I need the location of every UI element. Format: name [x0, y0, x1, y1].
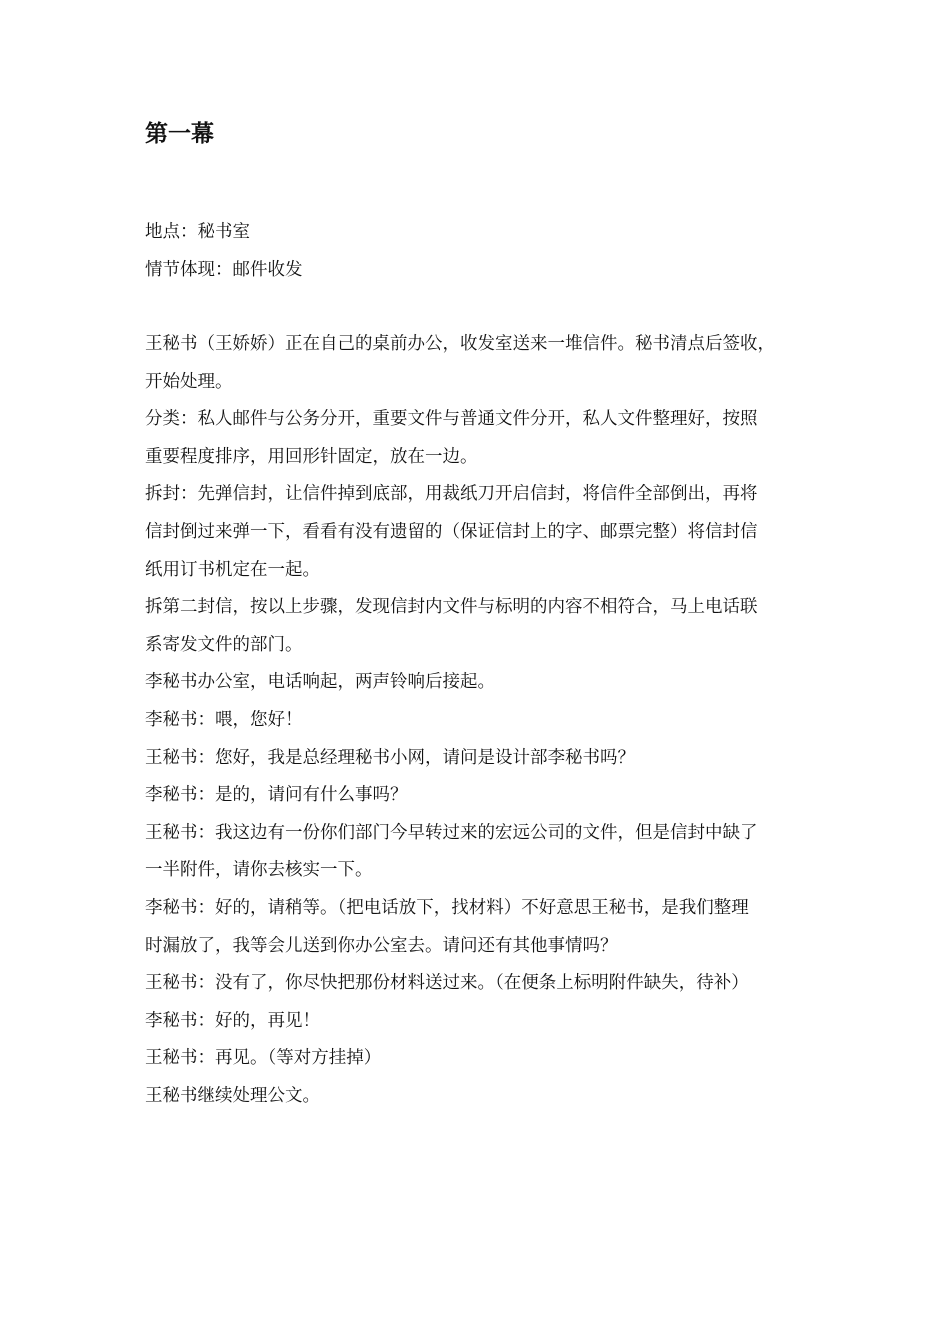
plot-line: 情节体现：邮件收发	[145, 259, 303, 280]
dialogue-line: 王秘书：我这边有一份你们部门今早转过来的宏远公司的文件，但是信封中缺了	[145, 822, 758, 843]
text-line: 王秘书（王娇娇）正在自己的桌前办公，收发室送来一堆信件。秘书清点后签收，	[145, 334, 775, 354]
dialogue-line: 王秘书：您好，我是总经理秘书小网，请问是设计部李秘书吗？	[145, 747, 635, 768]
text-line: 系寄发文件的部门。	[145, 634, 303, 655]
dialogue-line: 一半附件，请你去核实一下。	[145, 860, 373, 881]
dialogue-line: 王秘书：再见。（等对方挂掉）	[145, 1048, 382, 1069]
text-line: 纸用订书机定在一起。	[145, 559, 320, 580]
dialogue-line: 李秘书：喂，您好！	[145, 709, 303, 730]
text-line: 分类：私人邮件与公务分开，重要文件与普通文件分开，私人文件整理好，按照	[145, 409, 758, 430]
text-line: 信封倒过来弹一下，看看有没有遗留的（保证信封上的字、邮票完整）将信封信	[145, 521, 758, 542]
dialogue-line: 李秘书：是的，请问有什么事吗？	[145, 785, 408, 806]
dialogue-line: 时漏放了，我等会儿送到你办公室去。请问还有其他事情吗？	[145, 935, 618, 956]
scene-meta	[145, 214, 815, 289]
location-line: 地点：秘书室	[145, 222, 250, 242]
text-line: 开始处理。	[145, 371, 233, 392]
text-line: 王秘书继续处理公文。	[145, 1085, 320, 1106]
page-title: 第一幕	[145, 121, 214, 147]
dialogue-line: 王秘书：没有了，你尽快把那份材料送过来。（在便条上标明附件缺失，待补）	[145, 973, 749, 994]
text-line: 拆封：先弹信封，让信件掉到底部，用裁纸刀开启信封，将信件全部倒出，再将	[145, 484, 758, 505]
dialogue-line: 李秘书：好的，请稍等。（把电话放下，找材料）不好意思王秘书，是我们整理	[145, 897, 749, 918]
dialogue-line: 李秘书：好的，再见！	[145, 1010, 320, 1031]
text-line: 重要程度排序，用回形针固定，放在一边。	[145, 446, 478, 467]
script-body	[145, 326, 809, 1115]
text-line: 拆第二封信，按以上步骤，发现信封内文件与标明的内容不相符合，马上电话联	[145, 597, 758, 618]
text-line: 李秘书办公室，电话响起，两声铃响后接起。	[145, 672, 495, 693]
